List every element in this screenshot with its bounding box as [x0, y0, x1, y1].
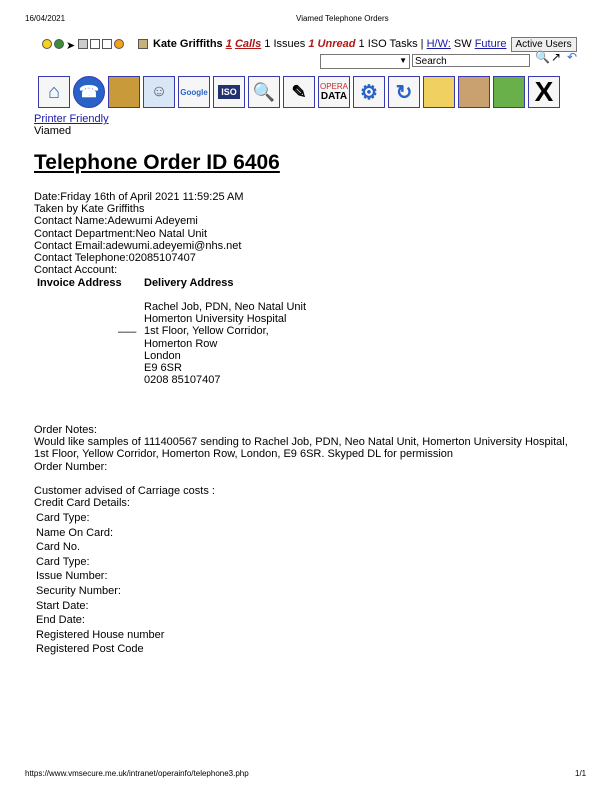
- search-input[interactable]: [412, 54, 530, 67]
- card-field: Card Type:: [36, 512, 90, 524]
- order-notes-section: [34, 424, 579, 509]
- google-label: Google: [180, 87, 208, 97]
- card-field: Registered Post Code: [36, 643, 144, 656]
- hw-link[interactable]: H/W:: [426, 38, 451, 50]
- delivery-line: 0208 85107407: [144, 374, 221, 387]
- contact-department: Contact Department:Neo Natal Unit: [34, 227, 208, 240]
- document-icon[interactable]: [102, 39, 112, 49]
- send-icon[interactable]: ➤: [66, 40, 76, 52]
- contact-email: Contact Email:adewumi.adeyemi@nhs.net: [34, 239, 242, 252]
- google-icon[interactable]: [178, 76, 210, 108]
- close-label: X: [534, 76, 554, 107]
- user-name: Kate Griffiths: [153, 38, 223, 50]
- user-photo-icon[interactable]: [138, 39, 148, 49]
- order-details: [34, 191, 244, 276]
- filter-select[interactable]: [320, 54, 410, 69]
- opera-label: OPERA: [319, 82, 348, 91]
- delivery-line: Rachel Job, PDN, Neo Natal Unit: [144, 301, 307, 313]
- refresh-icon[interactable]: ↻: [388, 76, 420, 108]
- contact-account: Contact Account:: [34, 264, 118, 277]
- undo-icon[interactable]: ↶: [567, 50, 578, 64]
- delivery-line: 1st Floor, Yellow Corridor,: [144, 325, 269, 338]
- star-icon[interactable]: [42, 39, 52, 49]
- address-dashes: –––: [118, 326, 137, 338]
- delivery-line: E9 6SR: [144, 362, 182, 375]
- calls-count[interactable]: 1: [225, 38, 232, 50]
- order-notes-label: Order Notes:: [34, 424, 97, 436]
- magnifier-icon[interactable]: 🔍: [248, 76, 280, 108]
- card-field: Name On Card:: [36, 526, 114, 539]
- order-number: Order Number:: [34, 460, 108, 473]
- unread-label[interactable]: Unread: [317, 38, 356, 50]
- data-label: DATA: [320, 91, 348, 102]
- card-field: Card Type:: [36, 555, 90, 568]
- org-name: Viamed: [34, 125, 72, 137]
- notepad-icon[interactable]: ✎: [283, 76, 315, 108]
- order-date: Date:Friday 16th of April 2021 11:59:25 AM: [34, 191, 244, 203]
- home-icon[interactable]: ⌂: [38, 76, 70, 108]
- card-field: Registered House number: [36, 628, 165, 641]
- opera-data-icon[interactable]: [318, 76, 350, 108]
- calendar-icon[interactable]: [90, 39, 100, 49]
- print-title: Viamed Telephone Orders: [296, 14, 389, 23]
- gears-icon[interactable]: ⚙: [353, 76, 385, 108]
- printer-friendly-link[interactable]: Printer Friendly: [34, 113, 109, 125]
- cash-register-icon[interactable]: [108, 76, 140, 108]
- invoice-address-header: Invoice Address: [37, 277, 122, 289]
- iso-label: ISO: [218, 85, 240, 99]
- page-title: Telephone Order ID 6406: [34, 151, 280, 174]
- telephone-icon[interactable]: ☎: [73, 76, 105, 108]
- search-icon[interactable]: 🔍: [535, 50, 550, 64]
- issues-count: 1: [264, 38, 271, 50]
- order-notes-text: Would like samples of 111400567 sending to Rachel Job, PDN, Neo Natal Unit, Homerton University Hospital, 1st Floor, Yellow Corridor, Homerton Row, London, E9 6SR. Skyped DL for permission: [34, 436, 568, 461]
- external-link-icon[interactable]: ↗: [551, 50, 562, 64]
- contact-telephone: Contact Telephone:02085107407: [34, 252, 196, 265]
- smiley-icon[interactable]: [114, 39, 124, 49]
- card-fields: [36, 511, 164, 657]
- future-link[interactable]: Future: [474, 38, 507, 50]
- iso-count: 1: [358, 38, 365, 50]
- calls-link[interactable]: Calls: [234, 38, 262, 50]
- credit-card-details: Credit Card Details:: [34, 497, 130, 510]
- print-date: 16/04/2021: [25, 14, 66, 23]
- print-url: https://www.vmsecure.me.uk/intranet/operainfo/telephone3.php: [25, 769, 249, 778]
- sparkle-icon[interactable]: [126, 39, 136, 49]
- delivery-line: London: [144, 349, 181, 362]
- delivery-line: Homerton Row: [144, 337, 218, 350]
- delivery-address-header: Delivery Address: [144, 277, 234, 289]
- hw-value: SW: [453, 38, 472, 50]
- unread-count: 1: [308, 38, 315, 50]
- delivery-line: Homerton University Hospital: [144, 313, 287, 326]
- users-icon[interactable]: ☺: [143, 76, 175, 108]
- issues-label[interactable]: Issues: [273, 38, 306, 50]
- active-users-button[interactable]: Active Users: [511, 37, 577, 52]
- card-field: Security Number:: [36, 584, 121, 597]
- delivery-address: [144, 301, 306, 386]
- card-field: Issue Number:: [36, 570, 108, 583]
- network-icon[interactable]: [78, 39, 88, 49]
- contact-name: Contact Name:Adewumi Adeyemi: [34, 215, 198, 228]
- globe-icon[interactable]: [54, 39, 64, 49]
- print-page: 1/1: [575, 769, 587, 778]
- iso-tasks-label[interactable]: ISO Tasks |: [367, 38, 424, 50]
- search-placeholder: Search: [415, 56, 447, 67]
- iso-icon[interactable]: [213, 76, 245, 108]
- box-icon[interactable]: [458, 76, 490, 108]
- taken-by: Taken by Kate Griffiths: [34, 203, 145, 216]
- carriage-costs: Customer advised of Carriage costs :: [34, 484, 215, 497]
- card-field: Card No.: [36, 541, 81, 554]
- status-bar: [42, 36, 577, 52]
- close-icon[interactable]: [528, 76, 560, 108]
- chevron-down-icon: ▼: [399, 56, 407, 65]
- chart-icon[interactable]: [423, 76, 455, 108]
- card-field: Start Date:: [36, 599, 89, 612]
- card-field: End Date:: [36, 614, 85, 627]
- book-icon[interactable]: [493, 76, 525, 108]
- main-toolbar: [38, 76, 560, 108]
